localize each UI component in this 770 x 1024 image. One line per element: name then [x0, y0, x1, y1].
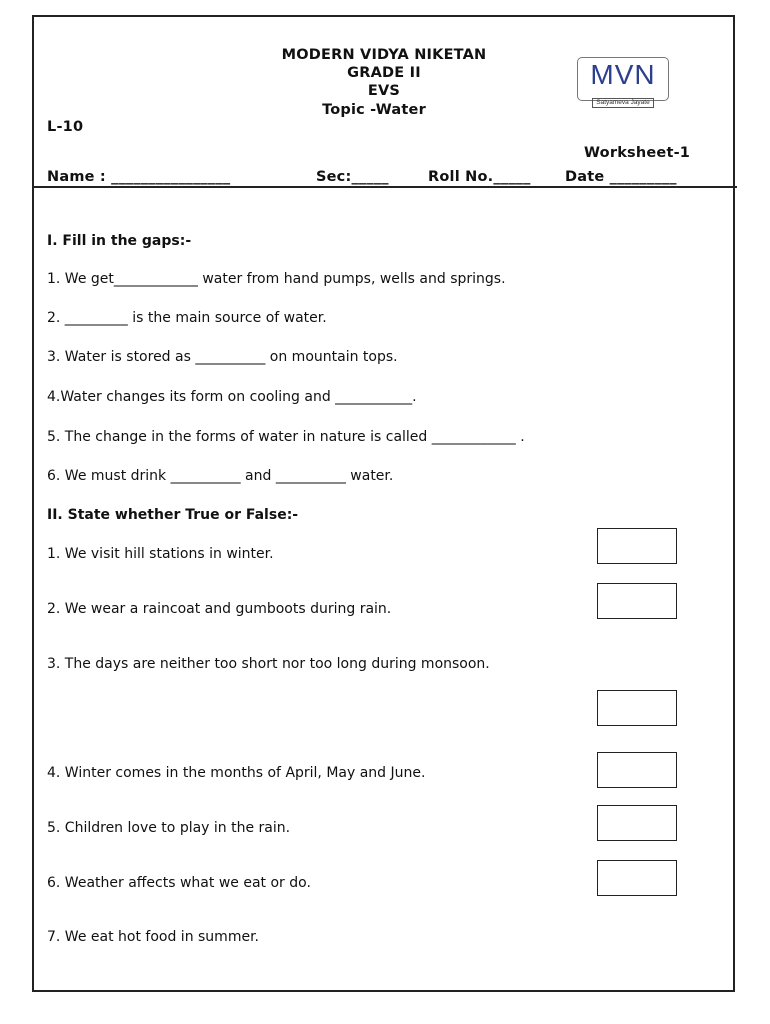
logo-letters: MVN	[590, 59, 656, 90]
fill-gap-item: 5. The change in the forms of water in nature is called ____________ .	[47, 429, 525, 445]
fill-gap-item: 1. We get____________ water from hand pumps, wells and springs.	[47, 271, 506, 287]
true-false-item: 2. We wear a raincoat and gumboots during rain.	[47, 601, 392, 617]
section-field: Sec:_____	[316, 169, 389, 185]
fill-gap-item: 4.Water changes its form on cooling and ___________.	[47, 389, 417, 405]
true-false-item: 5. Children love to play in the rain.	[47, 820, 291, 836]
true-false-item: 4. Winter comes in the months of April, May and June.	[47, 765, 426, 781]
logo-motto: Satyameva Jayate	[592, 98, 653, 108]
answer-box-6[interactable]	[597, 860, 677, 896]
section-1-title: I. Fill in the gaps:-	[47, 233, 192, 249]
fill-gap-item: 3. Water is stored as __________ on mountain tops.	[47, 349, 398, 365]
grade-label: GRADE II	[347, 65, 421, 81]
lesson-number: L-10	[47, 119, 84, 135]
header-divider	[32, 186, 737, 188]
fill-gap-item: 6. We must drink __________ and __________ water.	[47, 468, 394, 484]
true-false-item: 7. We eat hot food in summer.	[47, 929, 259, 945]
answer-box-1[interactable]	[597, 528, 677, 564]
true-false-item: 3. The days are neither too short nor too long during monsoon.	[47, 656, 490, 672]
topic-label: Topic -Water	[322, 102, 426, 118]
true-false-item: 1. We visit hill stations in winter.	[47, 546, 274, 562]
school-logo	[577, 57, 669, 106]
answer-box-3[interactable]	[597, 690, 677, 726]
page-border	[32, 15, 735, 992]
answer-box-4[interactable]	[597, 752, 677, 788]
name-field: Name : ________________	[47, 169, 231, 185]
school-name: MODERN VIDYA NIKETAN	[281, 47, 487, 63]
date-field: Date _________	[565, 169, 677, 185]
answer-box-5[interactable]	[597, 805, 677, 841]
subject-label: EVS	[367, 83, 401, 99]
fill-gap-item: 2. _________ is the main source of water.	[47, 310, 327, 326]
roll-number-field: Roll No._____	[428, 169, 531, 185]
true-false-item: 6. Weather affects what we eat or do.	[47, 875, 311, 891]
section-2-title: II. State whether True or False:-	[47, 507, 299, 523]
answer-box-2[interactable]	[597, 583, 677, 619]
worksheet-label: Worksheet-1	[584, 145, 691, 161]
